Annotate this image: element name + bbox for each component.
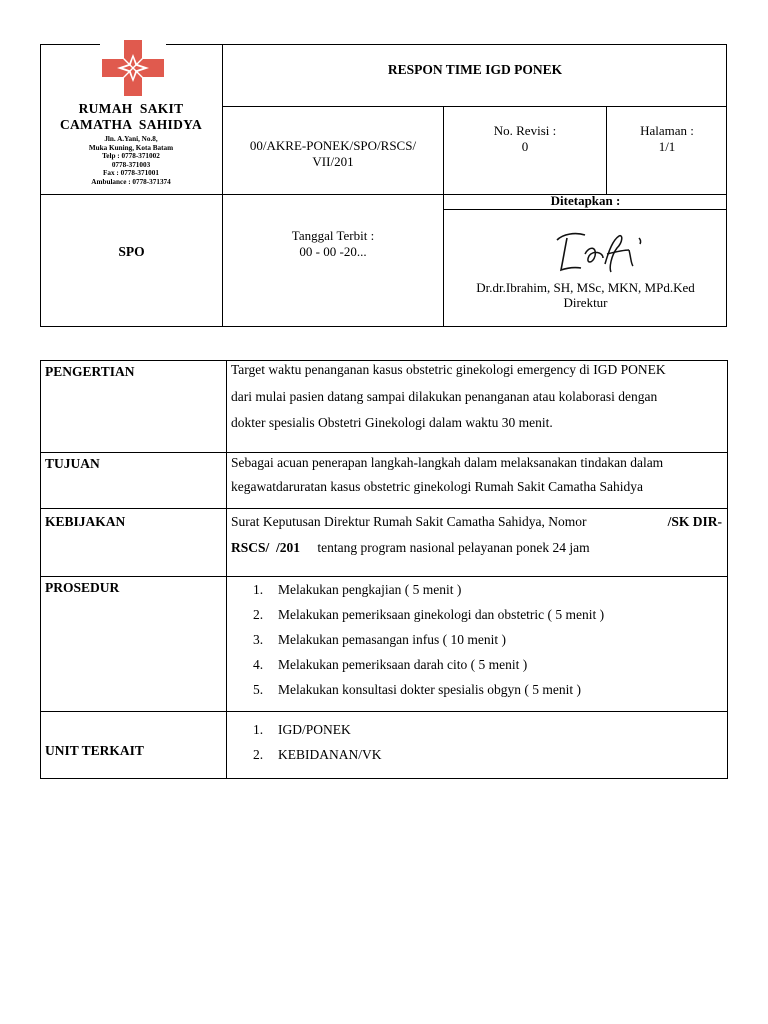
revision-label: No. Revisi : [493, 123, 557, 138]
list-number: 1. [253, 722, 264, 737]
header-divider [443, 209, 727, 210]
issue-date-cell [223, 228, 443, 260]
address-line: Ambulance : 0778-371374 [91, 177, 171, 186]
hospital-address [42, 135, 220, 187]
hospital-name [42, 101, 220, 133]
page-cell [607, 123, 727, 155]
list-item [253, 677, 604, 702]
tujuan-line: kegawatdaruratan kasus obstetric ginekologi Rumah Sakit Camatha Sahidya [231, 479, 644, 494]
list-text: Melakukan pemeriksaan ginekologi dan obstetric ( 5 menit ) [278, 607, 605, 622]
list-item [253, 742, 382, 767]
kebijakan-line [231, 509, 726, 535]
kebijakan-line2-number: RSCS/ /201 [231, 540, 301, 555]
list-item [253, 652, 604, 677]
revision-value: 0 [521, 139, 529, 154]
body-table-border [40, 778, 728, 779]
document-number-line1: 00/AKRE-PONEK/SPO/RSCS/ [249, 138, 417, 153]
address-line: 0778-371003 [111, 160, 151, 169]
address-line: Telp : 0778-371002 [102, 152, 160, 161]
prosedur-label: PROSEDUR [45, 580, 120, 595]
list-text: IGD/PONEK [278, 722, 351, 737]
pengertian-line: dokter spesialis Obstetri Ginekologi dalam waktu 30 menit. [231, 415, 553, 430]
list-number: 2. [253, 607, 264, 622]
signatory-title: Direktur [563, 295, 608, 310]
kebijakan-text [231, 509, 726, 561]
pengertian-text [231, 357, 726, 437]
address-line: Jln. A.Yani, No.8, [104, 135, 158, 143]
list-text: Melakukan konsultasi dokter spesialis obgyn ( 5 menit ) [278, 682, 581, 697]
list-item [253, 627, 604, 652]
list-item [253, 717, 382, 742]
address-line: Muka Kuning, Kota Batam [88, 143, 174, 152]
list-item [253, 602, 604, 627]
revision-cell [444, 123, 606, 155]
signatory [444, 280, 727, 310]
document-number-line2: VII/201 [312, 154, 354, 169]
tujuan-label: TUJUAN [45, 456, 100, 471]
kebijakan-label: KEBIJAKAN [45, 514, 126, 529]
list-number: 5. [253, 682, 264, 697]
spo-label: SPO [118, 244, 145, 259]
unit-terkait-list [253, 717, 382, 767]
kebijakan-line [231, 535, 726, 561]
row-divider [40, 711, 728, 712]
document-title: RESPON TIME IGD PONEK [387, 62, 563, 77]
list-number: 1. [253, 582, 264, 597]
pengertian-line: Target waktu penanganan kasus obstetric ginekologi emergency di IGD PONEK [231, 362, 666, 377]
page-label: Halaman : [640, 123, 694, 138]
header-divider [222, 44, 223, 327]
list-item [253, 577, 604, 602]
kebijakan-line1-text: Surat Keputusan Direktur Rumah Sakit Camatha Sahidya, Nomor [231, 514, 587, 529]
hospital-logo [100, 38, 166, 98]
hospital-name-line2: CAMATHA SAHIDYA [59, 117, 203, 132]
page-value: 1/1 [658, 139, 676, 154]
established-label: Ditetapkan : [550, 193, 621, 208]
tujuan-line: Sebagai acuan penerapan langkah-langkah dalam melaksanakan tindakan dalam [231, 455, 664, 470]
issue-date-label: Tanggal Terbit : [291, 228, 375, 243]
list-text: KEBIDANAN/VK [278, 747, 382, 762]
kebijakan-line2-text: tentang program nasional pelayanan ponek 24 jam [317, 540, 590, 555]
list-text: Melakukan pengkajian ( 5 menit ) [278, 582, 462, 597]
prosedur-list [253, 577, 604, 702]
body-table-border [226, 360, 227, 779]
list-number: 4. [253, 657, 264, 672]
tujuan-text [231, 451, 726, 499]
document-number [223, 138, 443, 170]
body-table-border [40, 360, 41, 779]
list-text: Melakukan pemasangan infus ( 10 menit ) [278, 632, 506, 647]
address-line: Fax : 0778-371001 [103, 169, 159, 178]
list-number: 2. [253, 747, 264, 762]
kebijakan-line1-number: /SK DIR- [667, 514, 722, 529]
issue-date-value: 00 - 00 -20... [299, 244, 367, 259]
signatory-name: Dr.dr.Ibrahim, SH, MSc, MKN, MPd.Ked [476, 280, 695, 295]
header-divider [222, 106, 727, 107]
body-table-border [727, 360, 728, 779]
signature [545, 228, 655, 276]
list-number: 3. [253, 632, 264, 647]
list-text: Melakukan pemeriksaan darah cito ( 5 menit ) [278, 657, 528, 672]
pengertian-line: dari mulai pasien datang sampai dilakukan penanganan atau kolaborasi dengan [231, 388, 658, 404]
unit-terkait-label: UNIT TERKAIT [45, 743, 144, 758]
pengertian-label: PENGERTIAN [45, 364, 135, 379]
hospital-name-line1: RUMAH SAKIT [78, 101, 184, 116]
